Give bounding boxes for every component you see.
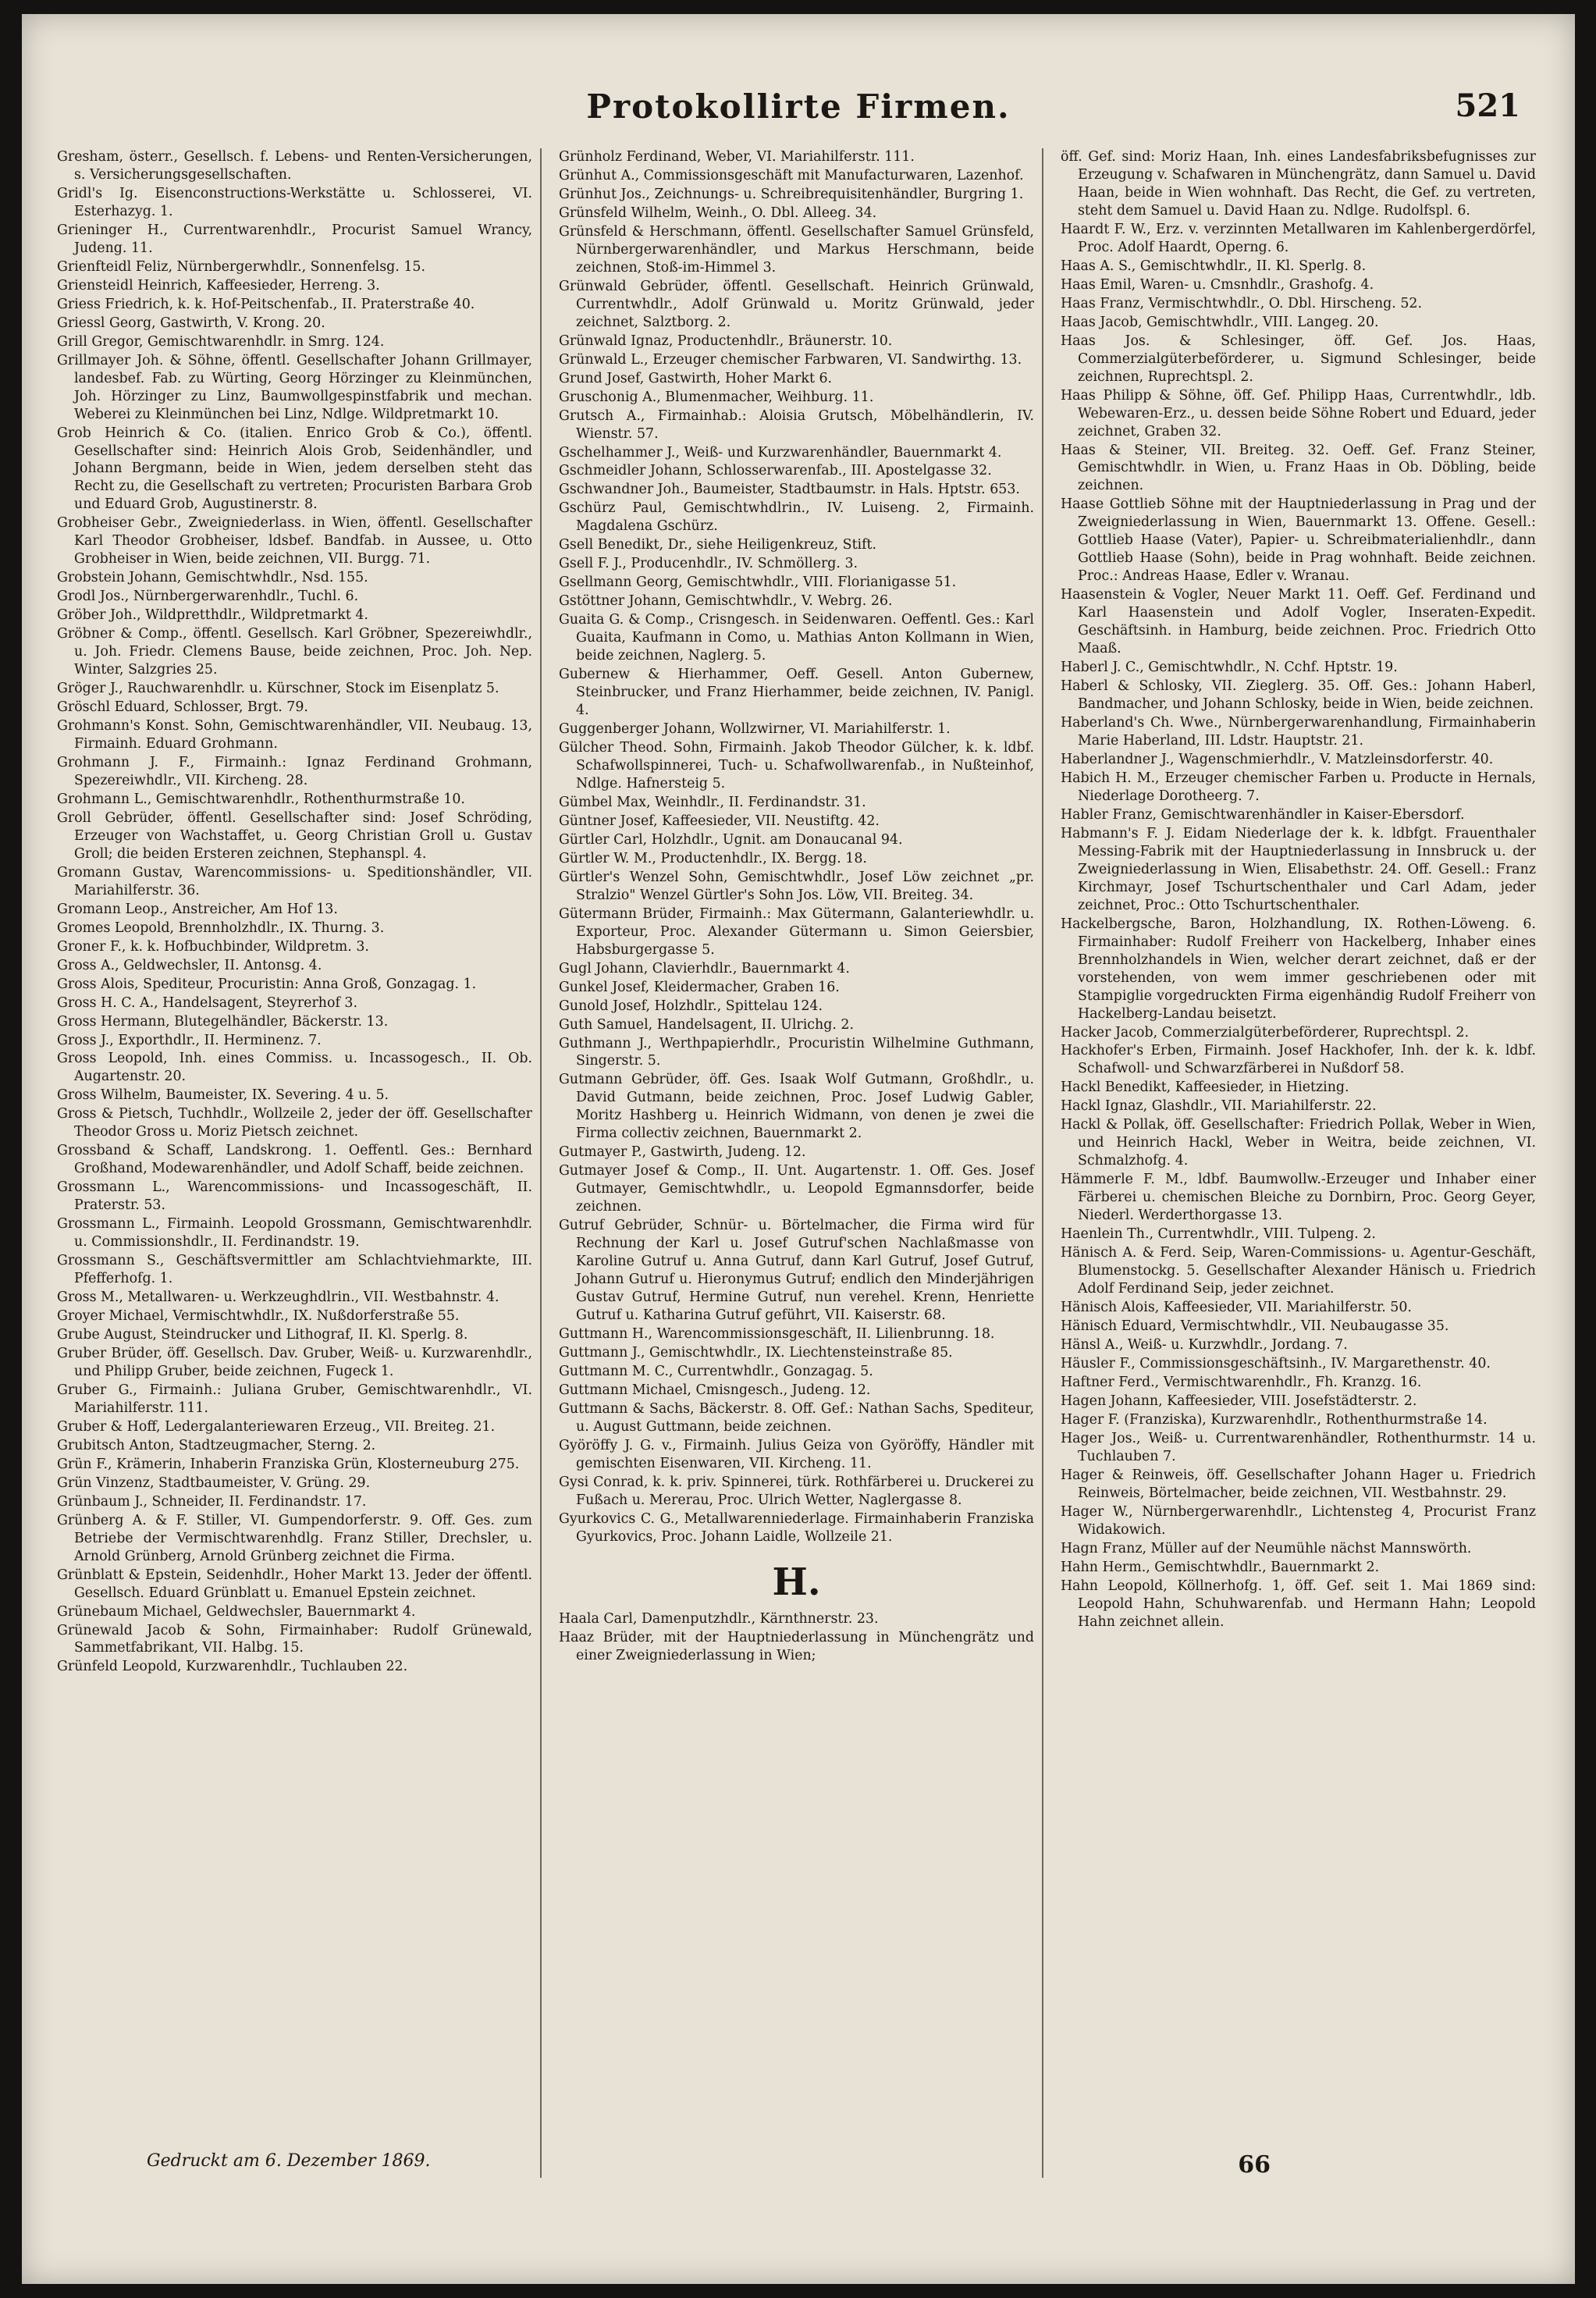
directory-entry: Gutruf Gebrüder, Schnür- u. Börtelmacher, die Firma wird für Rechnung der Karl u. Josef Gutruf'schen Nachlaßmasse von Karoline Gutruf u. Anna Gutruf, dann Karl Gutruf, Josef Gutruf, Johann Gutruf u. Hieronymus Gutruf; endlich den Minderjährigen Gustav Gutruf, Hermine Gutruf, nun verehel. Krenn, Henriette Gutruf u. Katharina Gutruf geführt, VII. Kaiserstr. 68. bbox=[559, 1218, 1034, 1324]
directory-entry: Hackelbergsche, Baron, Holzhandlung, IX. Rothen-Löweng. 6. Firmainhaber: Rudolf Freiherr von Hackelberg, Inhaber eines Brennholzhandels in Wien, welcher derart zeichnet, daß er der vorstehenden, von wem immer geschriebenen oder mit Stampiglie vorgedruckten Firma eigenhändig Rudolf Freiherr von Hackelberg-Landau beisetzt. bbox=[1061, 916, 1536, 1022]
directory-entry: Guthmann J., Werthpapierhdlr., Procuristin Wilhelmine Guthmann, Singerstr. 5. bbox=[559, 1035, 1034, 1069]
directory-entry: Grossmann L., Firmainh. Leopold Grossmann, Gemischtwarenhdlr. u. Commissionshdlr., II. Ferdinandstr. 19. bbox=[57, 1216, 532, 1250]
directory-entry: Grohmann's Konst. Sohn, Gemischtwarenhändler, VII. Neubaug. 13, Firmainh. Eduard Grohmann. bbox=[57, 718, 532, 752]
directory-entry: Haala Carl, Damenputzhdlr., Kärnthnerstr. 23. bbox=[559, 1610, 879, 1627]
directory-entry: Hager F. (Franziska), Kurzwarenhdlr., Rothenthurmstraße 14. bbox=[1061, 1411, 1488, 1428]
directory-entry: Gross Hermann, Blutegelhändler, Bäckerstr. 13. bbox=[57, 1013, 389, 1030]
directory-entry: Grodl Jos., Nürnbergerwarenhdlr., Tuchl. 6. bbox=[57, 589, 359, 605]
directory-entry: Gröbner & Comp., öffentl. Gesellsch. Karl Gröbner, Spezereiwhdlr., u. Joh. Friedr. Clemens Bause, beide zeichnen, Proc. Joh. Nep. Winter, Salzgries 25. bbox=[57, 626, 532, 678]
directory-entry: Gridl's Ig. Eisenconstructions-Werkstätte u. Schlosserei, VI. Esterhazyg. 1. bbox=[57, 185, 532, 219]
directory-entry: Haasenstein & Vogler, Neuer Markt 11. Oeff. Gef. Ferdinand und Karl Haasenstein und Adolf Vogler, Inseraten-Expedit. Geschäftsinh. in Hamburg, beide zeichnen. Proc. Friedrich Otto Maaß. bbox=[1061, 587, 1536, 657]
directory-entry: Haas Jos. & Schlesinger, öff. Gef. Jos. Haas, Commerzialgüterbeförderer, u. Sigmund Schlesinger, beide zeichnen, Ruprechtspl. 2. bbox=[1061, 333, 1536, 385]
directory-entry: Haberl & Schlosky, VII. Zieglerg. 35. Off. Ges.: Johann Haberl, Bandmacher, und Johann Schlosky, beide in Wien, beide zeichnen. bbox=[1061, 678, 1536, 713]
directory-entry: Gross Wilhelm, Baumeister, IX. Severing. 4 u. 5. bbox=[57, 1087, 389, 1104]
directory-entry: Guttmann J., Gemischtwhdlr., IX. Liechtensteinstraße 85. bbox=[559, 1344, 953, 1361]
directory-entry: Haase Gottlieb Söhne mit der Hauptniederlassung in Prag und der Zweigniederlassung in Wien, Bauernmarkt 13. Offene. Gesell.: Gottlieb Haase (Vater), Papier- u. Schreibmaterialienhdlr., dann Gottlieb Haase (Sohn), beide in Prag wohnhaft. Beide zeichnen. Proc.: Andreas Haase, Edler v. Wranau. bbox=[1061, 496, 1536, 585]
directory-entry: Gugl Johann, Clavierhdlr., Bauernmarkt 4. bbox=[559, 960, 850, 976]
column-3 bbox=[1061, 148, 1544, 2178]
directory-entry: Gross J., Exporthdlr., II. Herminenz. 7. bbox=[57, 1032, 322, 1048]
directory-entry: Hahn Leopold, Köllnerhofg. 1, öff. Gef. seit 1. Mai 1869 sind: Leopold Hahn, Schuhwarenfab. und Hermann Hahn; Leopold Hahn zeichnet allein. bbox=[1061, 1578, 1536, 1630]
directory-entry: Haberl J. C., Gemischtwhdlr., N. Cchf. Hptstr. 19. bbox=[1061, 660, 1398, 676]
directory-entry: Gröger J., Rauchwarenhdlr. u. Kürschner, Stock im Eisenplatz 5. bbox=[57, 681, 499, 697]
directory-entry: Hänisch Alois, Kaffeesieder, VII. Mariahilferstr. 50. bbox=[1061, 1300, 1412, 1316]
directory-entry: Gunold Josef, Holzhdlr., Spittelau 124. bbox=[559, 998, 823, 1014]
running-title: Protokollirte Firmen. bbox=[586, 87, 1011, 126]
directory-entry: Gunkel Josef, Kleidermacher, Graben 16. bbox=[559, 979, 840, 995]
directory-entry: Haftner Ferd., Vermischtwarenhdlr., Fh. Kranzg. 16. bbox=[1061, 1374, 1422, 1390]
directory-entry: Griess Friedrich, k. k. Hof-Peitschenfab., II. Praterstraße 40. bbox=[57, 296, 475, 312]
signature-mark: 66 bbox=[1238, 2151, 1271, 2179]
column-1 bbox=[57, 148, 542, 2178]
directory-entry: Hackl & Pollak, öff. Gesellschafter: Friedrich Pollak, Weber in Wien, und Heinrich Hackl, Weber in Weitra, beide zeichnen, VI. Schmalzhofg. 4. bbox=[1061, 1117, 1536, 1169]
directory-entry: Hager Jos., Weiß- u. Currentwarenhändler, Rothenthurmstr. 14 u. Tuchlauben 7. bbox=[1061, 1430, 1536, 1464]
directory-entry: Haas Philipp & Söhne, öff. Gef. Philipp Haas, Currentwhdlr., ldb. Webewaren-Erz., u. dessen beide Söhne Robert und Eduard, jeder zeichnet, Graben 32. bbox=[1061, 387, 1536, 439]
directory-entry: Guggenberger Johann, Wollzwirner, VI. Mariahilferstr. 1. bbox=[559, 721, 951, 738]
directory-entry: Gsell F. J., Producenhdlr., IV. Schmöllerg. 3. bbox=[559, 556, 858, 572]
directory-entry: Gromann Leop., Anstreicher, Am Hof 13. bbox=[57, 901, 338, 917]
directory-entry: Grünbaum J., Schneider, II. Ferdinandstr. 17. bbox=[57, 1493, 367, 1510]
page-footer bbox=[22, 2151, 1575, 2198]
directory-entry: Groner F., k. k. Hofbuchbinder, Wildpretm. 3. bbox=[57, 938, 369, 955]
directory-entry: Gürtler Carl, Holzhdlr., Ugnit. am Donaucanal 94. bbox=[559, 831, 903, 848]
directory-entry: Gülcher Theod. Sohn, Firmainh. Jakob Theodor Gülcher, k. k. ldbf. Schafwollspinnerei, Tuch- u. Schafwollwarenfab., in Nußteinhof, Ndlge. Hafnersteig 5. bbox=[559, 740, 1034, 791]
directory-entry: Hackl Ignaz, Glashdlr., VII. Mariahilferstr. 22. bbox=[1061, 1098, 1377, 1115]
directory-entry: Hackhofer's Erben, Firmainh. Josef Hackhofer, Inh. der k. k. ldbf. Schafwoll- und Schwarzfärberei in Nußdorf 58. bbox=[1061, 1043, 1536, 1077]
entry-columns bbox=[57, 148, 1544, 2178]
directory-entry: Grünholz Ferdinand, Weber, VI. Mariahilferstr. 111. bbox=[559, 149, 915, 165]
directory-entry: Gromann Gustav, Warencommissions- u. Speditionshändler, VII. Mariahilferstr. 36. bbox=[57, 864, 532, 898]
directory-entry: Hänsl A., Weiß- u. Kurzwhdlr., Jordang. 7. bbox=[1061, 1336, 1348, 1353]
directory-entry: Gschelhammer J., Weiß- und Kurzwarenhändler, Bauernmarkt 4. bbox=[559, 444, 1002, 461]
directory-entry: Grieninger H., Currentwarenhdlr., Procurist Samuel Wrancy, Judeng. 11. bbox=[57, 222, 532, 256]
directory-entry: Gschmeidler Johann, Schlosserwarenfab., III. Apostelgasse 32. bbox=[559, 463, 992, 479]
directory-entry: Gysi Conrad, k. k. priv. Spinnerei, türk. Rothfärberei u. Druckerei zu Fußach u. Mererau, Proc. Ulrich Wetter, Naglergasse 8. bbox=[559, 1474, 1034, 1508]
directory-entry: Gross Leopold, Inh. eines Commiss. u. Incassogesch., II. Ob. Augartenstr. 20. bbox=[57, 1051, 532, 1085]
directory-entry: Gütermann Brüder, Firmainh.: Max Gütermann, Galanteriewhdlr. u. Exporteur, Proc. Alexander Gütermann u. Simon Geiersbier, Habsburgergasse 5. bbox=[559, 905, 1034, 958]
directory-entry: Güntner Josef, Kaffeesieder, VII. Neustiftg. 42. bbox=[559, 813, 880, 829]
directory-entry: Grossmann S., Geschäftsvermittler am Schlachtviehmarkte, III. Pfefferhofg. 1. bbox=[57, 1253, 532, 1287]
directory-entry: Gschürz Paul, Gemischtwhdlrin., IV. Luiseng. 2, Firmainh. Magdalena Gschürz. bbox=[559, 500, 1034, 535]
directory-entry: Grün F., Krämerin, Inhaberin Franziska Grün, Klosterneuburg 275. bbox=[57, 1456, 520, 1472]
column-2 bbox=[559, 148, 1043, 2178]
directory-entry: Gürtler's Wenzel Sohn, Gemischtwhdlr., Josef Löw zeichnet „pr. Stralzio" Wenzel Gürtler's Sohn Jos. Löw, VII. Breiteg. 34. bbox=[559, 869, 1034, 903]
directory-entry: Haas Franz, Vermischtwhdlr., O. Dbl. Hirscheng. 52. bbox=[1061, 295, 1422, 311]
print-date: Gedruckt am 6. Dezember 1869. bbox=[147, 2151, 431, 2171]
directory-entry: Gross M., Metallwaren- u. Werkzeughdlrin., VII. Westbahnstr. 4. bbox=[57, 1290, 499, 1306]
directory-entry: Guttmann H., Warencommissionsgeschäft, II. Lilienbrunng. 18. bbox=[559, 1326, 995, 1342]
directory-entry: Habler Franz, Gemischtwarenhändler in Kaiser-Ebersdorf. bbox=[1061, 806, 1465, 823]
directory-entry: Grobheiser Gebr., Zweigniederlass. in Wien, öffentl. Gesellschafter Karl Theodor Grobheiser, ldsbef. Bandfab. in Aussee, u. Otto Grobheiser in Wien, beide zeichnen, VII. Burgg. 71. bbox=[57, 515, 532, 567]
directory-page bbox=[22, 14, 1575, 2284]
directory-entry: Hänisch A. & Ferd. Seip, Waren-Commissions- u. Agentur-Geschäft, Blumenstockg. 5. Gesellschafter Alexander Hänisch u. Friedrich Adolf Ferdinand Seip, jeder zeichnet. bbox=[1061, 1245, 1536, 1297]
directory-entry: Gyurkovics C. G., Metallwarenniederlage. Firmainhaberin Franziska Gyurkovics, Proc. Johann Laidle, Wollzeile 21. bbox=[559, 1510, 1034, 1545]
directory-entry: Grün Vinzenz, Stadtbaumeister, V. Grüng. 29. bbox=[57, 1474, 371, 1491]
directory-entry: Hagn Franz, Müller auf der Neumühle nächst Mannswörth. bbox=[1061, 1540, 1472, 1556]
directory-entry: Haaz Brüder, mit der Hauptniederlassung in Münchengrätz und einer Zweigniederlassung in Wien; bbox=[559, 1629, 1034, 1663]
page-number: 521 bbox=[1455, 87, 1520, 124]
directory-entry: Hacker Jacob, Commerzialgüterbeförderer, Ruprechtspl. 2. bbox=[1061, 1024, 1469, 1041]
directory-entry: Haas Emil, Waren- u. Cmsnhdlr., Grashofg. 4. bbox=[1061, 276, 1374, 293]
directory-entry: Habich H. M., Erzeuger chemischer Farben u. Producte in Hernals, Niederlage Dorotheerg. 7. bbox=[1061, 770, 1536, 804]
directory-entry: Hackl Benedikt, Kaffeesieder, in Hietzing. bbox=[1061, 1080, 1349, 1096]
directory-entry: Häusler F., Commissionsgeschäftsinh., IV. Margarethenstr. 40. bbox=[1061, 1355, 1491, 1371]
directory-entry: Györöffy J. G. v., Firmainh. Julius Geiza von Györöffy, Händler mit gemischten Eisenwaren, VII. Kircheng. 11. bbox=[559, 1437, 1034, 1471]
directory-entry: Gutmayer P., Gastwirth, Judeng. 12. bbox=[559, 1144, 806, 1161]
directory-entry: Grünhut Jos., Zeichnungs- u. Schreibrequisitenhändler, Burgring 1. bbox=[559, 186, 1024, 202]
directory-entry: Hämmerle F. M., ldbf. Baumwollw.-Erzeuger und Inhaber einer Färberei u. chemischen Bleiche zu Dornbirn, Proc. Georg Geyer, Niederl. Werderthorgasse 13. bbox=[1061, 1172, 1536, 1224]
directory-entry: Gröschl Eduard, Schlosser, Brgt. 79. bbox=[57, 699, 308, 716]
directory-entry: Grünberg A. & F. Stiller, VI. Gumpendorferstr. 9. Off. Ges. zum Betriebe der Vermischtwarenhdlg. Franz Stiller, Drechsler, u. Arnold Grünberg, Arnold Grünberg zeichnet die Firma. bbox=[57, 1512, 532, 1564]
directory-entry: Grünfeld Leopold, Kurzwarenhdlr., Tuchlauben 22. bbox=[57, 1659, 408, 1675]
directory-entry: Gsell Benedikt, Dr., siehe Heiligenkreuz, Stift. bbox=[559, 537, 877, 553]
directory-entry: Guaita G. & Comp., Crisngesch. in Seidenwaren. Oeffentl. Ges.: Karl Guaita, Kaufmann in Como, u. Mathias Anton Kollmann in Wien, beide zeichnen, Naglerg. 5. bbox=[559, 612, 1034, 664]
directory-entry: Haenlein Th., Currentwhdlr., VIII. Tulpeng. 2. bbox=[1061, 1226, 1376, 1243]
section-letter-mark: H. bbox=[772, 1560, 821, 1604]
directory-entry: Grillmayer Joh. & Söhne, öffentl. Gesellschafter Johann Grillmayer, landesbef. Fab. zu Würting, Georg Hörzinger zu Kleinmünchen, Joh. Hörzinger zu Linz, Baumwollgespinstfabrik und mechan. Weberei zu Kleinmünchen bei Linz, Ndlge. Wildpretmarkt 10. bbox=[57, 352, 532, 422]
directory-entry: Gschwandner Joh., Baumeister, Stadtbaumstr. in Hals. Hptstr. 653. bbox=[559, 482, 1020, 498]
directory-entry: Gross A., Geldwechsler, II. Antonsg. 4. bbox=[57, 957, 322, 973]
directory-entry: Gruber & Hoff, Ledergalanteriewaren Erzeug., VII. Breiteg. 21. bbox=[57, 1418, 496, 1435]
directory-entry: Grünsfeld Wilhelm, Weinh., O. Dbl. Alleeg. 34. bbox=[559, 205, 877, 221]
directory-entry: Grossband & Schaff, Landskrong. 1. Oeffentl. Ges.: Bernhard Großhand, Modewarenhändler, und Adolf Schaff, beide zeichnen. bbox=[57, 1143, 532, 1177]
directory-entry: Grünwald Ignaz, Productenhdlr., Bräunerstr. 10. bbox=[559, 333, 893, 349]
directory-entry: Guth Samuel, Handelsagent, II. Ulrichg. 2. bbox=[559, 1016, 854, 1033]
directory-entry: Haardt F. W., Erz. v. verzinnten Metallwaren im Kahlenbergerdörfel, Proc. Adolf Haardt, Operng. 6. bbox=[1061, 221, 1536, 255]
directory-entry: Grube August, Steindrucker und Lithograf, II. Kl. Sperlg. 8. bbox=[57, 1327, 468, 1343]
directory-entry: Haberland's Ch. Wwe., Nürnbergerwarenhandlung, Firmainhaberin Marie Haberland, III. Ldstr. Hauptstr. 21. bbox=[1061, 715, 1536, 749]
directory-entry: Grienfteidl Feliz, Nürnbergerwhdlr., Sonnenfelsg. 15. bbox=[57, 258, 426, 275]
directory-entry: Gutmann Gebrüder, öff. Ges. Isaak Wolf Gutmann, Großhdlr., u. David Gutmann, beide zeichnen, Proc. Josef Ludwig Gabler, Moritz Hashberg u. Heinrich Widmann, von denen je zwei die Firma collectiv zeichnen, Bauernmarkt 2. bbox=[559, 1072, 1034, 1142]
directory-entry: Grünwald L., Erzeuger chemischer Farbwaren, VI. Sandwirthg. 13. bbox=[559, 351, 1022, 368]
directory-entry: Groll Gebrüder, öffentl. Gesellschafter sind: Josef Schröding, Erzeuger von Wachstaffet, u. Georg Christian Groll u. Gustav Groll; die beiden Ersteren zeichnen, Stephanspl. 4. bbox=[57, 809, 532, 862]
directory-entry: Gutmayer Josef & Comp., II. Unt. Augartenstr. 1. Off. Ges. Josef Gutmayer, Gemischtwhdlr., u. Leopold Egmannsdorfer, beide zeichnen. bbox=[559, 1163, 1034, 1215]
directory-entry: Grob Heinrich & Co. (italien. Enrico Grob & Co.), öffentl. Gesellschafter sind: Heinrich Alois Grob, Seidenhändler, und Johann Bergmann, beide in Wien, jedem derselben steht das Recht zu, die Gesellschaft zu vertreten; Procuristen Barbara Grob und Eduard Grob, Augustinerstr. 8. bbox=[57, 425, 532, 513]
directory-entry: Gubernew & Hierhammer, Oeff. Gesell. Anton Gubernew, Steinbrucker, und Franz Hierhammer, beide zeichnen, IV. Panigl. 4. bbox=[559, 667, 1034, 719]
directory-entry: Grutsch A., Firmainhab.: Aloisia Grutsch, Möbelhändlerin, IV. Wienstr. 57. bbox=[559, 407, 1034, 442]
directory-entry: Hagen Johann, Kaffeesieder, VIII. Josefstädterstr. 2. bbox=[1061, 1393, 1417, 1409]
directory-entry: Haas A. S., Gemischtwhdlr., II. Kl. Sperlg. 8. bbox=[1061, 258, 1367, 274]
directory-entry: Haas & Steiner, VII. Breiteg. 32. Oeff. Gef. Franz Steiner, Gemischtwhdlr. in Wien, u. Franz Haas in Ob. Döbling, beide zeichnen. bbox=[1061, 442, 1536, 494]
directory-entry: Grünsfeld & Herschmann, öffentl. Gesellschafter Samuel Grünsfeld, Nürnbergerwarenhändler, und Markus Herschmann, beide zeichnen, Stoß-im-Himmel 3. bbox=[559, 223, 1034, 276]
directory-entry: Gromes Leopold, Brennholzhdlr., IX. Thurng. 3. bbox=[57, 920, 385, 936]
directory-entry: Hager & Reinweis, öff. Gesellschafter Johann Hager u. Friedrich Reinweis, Börtelmacher, beide zeichnen, VII. Westbahnstr. 29. bbox=[1061, 1467, 1536, 1501]
directory-entry: Griensteidl Heinrich, Kaffeesieder, Herreng. 3. bbox=[57, 277, 380, 293]
directory-entry: Gürtler W. M., Productenhdlr., IX. Bergg. 18. bbox=[559, 850, 867, 866]
directory-entry: Grünewald Jacob & Sohn, Firmainhaber: Rudolf Grünewald, Sammetfabrikant, VII. Halbg. 15. bbox=[57, 1622, 532, 1656]
directory-entry: Guttmann M. C., Currentwhdlr., Gonzagag. 5. bbox=[559, 1363, 873, 1379]
directory-entry: Gresham, österr., Gesellsch. f. Lebens- und Renten-Versicherungen, s. Versicherungsgesellschaften. bbox=[57, 149, 532, 183]
directory-entry: Gross Alois, Spediteur, Procuristin: Anna Groß, Gonzagag. 1. bbox=[57, 976, 477, 992]
directory-entry: Grünebaum Michael, Geldwechsler, Bauernmarkt 4. bbox=[57, 1603, 416, 1620]
directory-entry: Grünblatt & Epstein, Seidenhdlr., Hoher Markt 13. Jeder der öffentl. Gesellsch. Eduard Grünblatt u. Emanuel Epstein zeichnet. bbox=[57, 1567, 532, 1601]
directory-entry: Gümbel Max, Weinhdlr., II. Ferdinandstr. 31. bbox=[559, 794, 866, 810]
directory-entry: Habmann's F. J. Eidam Niederlage der k. k. ldbfgt. Frauenthaler Messing-Fabrik mit der Hauptniederlassung in Innsbruck u. der Zweigniederlassung in Wien, Elisabethstr. 24. Off. Gesell.: Franz Kirchmayr, Josef Tschurtschenthaler und Carl Adam, jeder zeichnet, Proc.: Otto Tschurtschenthaler. bbox=[1061, 825, 1536, 913]
directory-entry: Guttmann Michael, Cmisngesch., Judeng. 12. bbox=[559, 1382, 871, 1398]
directory-entry: Grubitsch Anton, Stadtzeugmacher, Sterng. 2. bbox=[57, 1437, 376, 1453]
directory-entry: Gsellmann Georg, Gemischtwhdlr., VIII. Florianigasse 51. bbox=[559, 574, 957, 591]
directory-entry: Hager W., Nürnbergerwarenhdlr., Lichtensteg 4, Procurist Franz Widakowich. bbox=[1061, 1503, 1536, 1538]
directory-entry: Grill Gregor, Gemischtwarenhdlr. in Smrg. 124. bbox=[57, 333, 385, 350]
directory-entry: Grünwald Gebrüder, öffentl. Gesellschaft. Heinrich Grünwald, Currentwhdlr., Adolf Grünwald u. Moritz Grünwald, jeder zeichnet, Salztborg. 2. bbox=[559, 278, 1034, 330]
directory-entry: Gruschonig A., Blumenmacher, Weihburg. 11. bbox=[559, 389, 874, 405]
directory-entry: Hänisch Eduard, Vermischtwhdlr., VII. Neubaugasse 35. bbox=[1061, 1318, 1449, 1334]
directory-entry: Gstöttner Johann, Gemischtwhdlr., V. Webrg. 26. bbox=[559, 593, 893, 610]
directory-entry: Gruber Brüder, öff. Gesellsch. Dav. Gruber, Weiß- u. Kurzwarenhdlr., und Philipp Gruber, beide zeichnen, Fugeck 1. bbox=[57, 1345, 532, 1379]
directory-entry: Grobstein Johann, Gemischtwhdlr., Nsd. 155. bbox=[57, 570, 368, 586]
directory-entry: Grossmann L., Warencommissions- und Incassogeschäft, II. Praterstr. 53. bbox=[57, 1179, 532, 1214]
directory-entry: Grünhut A., Commissionsgeschäft mit Manufacturwaren, Lazenhof. bbox=[559, 167, 1024, 183]
directory-entry: Grund Josef, Gastwirth, Hoher Markt 6. bbox=[559, 370, 833, 386]
page-header bbox=[22, 83, 1575, 130]
directory-entry: Grohmann L., Gemischtwarenhdlr., Rothenthurmstraße 10. bbox=[57, 791, 465, 807]
directory-entry: Guttmann & Sachs, Bäckerstr. 8. Off. Gef.: Nathan Sachs, Spediteur, u. August Guttmann, beide zeichnen. bbox=[559, 1400, 1034, 1435]
directory-entry: Hahn Herm., Gemischtwhdlr., Bauernmarkt 2. bbox=[1061, 1559, 1380, 1575]
directory-entry: Grohmann J. F., Firmainh.: Ignaz Ferdinand Grohmann, Spezereiwhdlr., VII. Kircheng. 28. bbox=[57, 754, 532, 788]
directory-entry: Gross H. C. A., Handelsagent, Steyrerhof 3. bbox=[57, 994, 358, 1011]
directory-entry: Gröber Joh., Wildpretthdlr., Wildpretmarkt 4. bbox=[57, 607, 368, 624]
directory-entry: öff. Gef. sind: Moriz Haan, Inh. eines Landesfabriksbefugnisses zur Erzeugung v. Schafwaren in Münchengrätz, dann Samuel u. David Haan, beide in Wien wohnhaft. Das Recht, die Gef. zu vertreten, steht dem Samuel u. David Haan zu. Ndlge. Rudolfspl. 6. bbox=[1061, 149, 1536, 219]
directory-entry: Groyer Michael, Vermischtwhdlr., IX. Nußdorferstraße 55. bbox=[57, 1308, 460, 1325]
directory-entry: Gross & Pietsch, Tuchhdlr., Wollzeile 2, jeder der öff. Gesellschafter Theodor Gross u. Moriz Pietsch zeichnet. bbox=[57, 1106, 532, 1140]
directory-entry: Haberlandner J., Wagenschmierhdlr., V. Matzleinsdorferstr. 40. bbox=[1061, 751, 1494, 767]
directory-entry: Haas Jacob, Gemischtwhdlr., VIII. Langeg. 20. bbox=[1061, 314, 1379, 330]
directory-entry: Griessl Georg, Gastwirth, V. Krong. 20. bbox=[57, 315, 325, 331]
directory-entry: Gruber G., Firmainh.: Juliana Gruber, Gemischtwarenhdlr., VI. Mariahilferstr. 111. bbox=[57, 1382, 532, 1416]
